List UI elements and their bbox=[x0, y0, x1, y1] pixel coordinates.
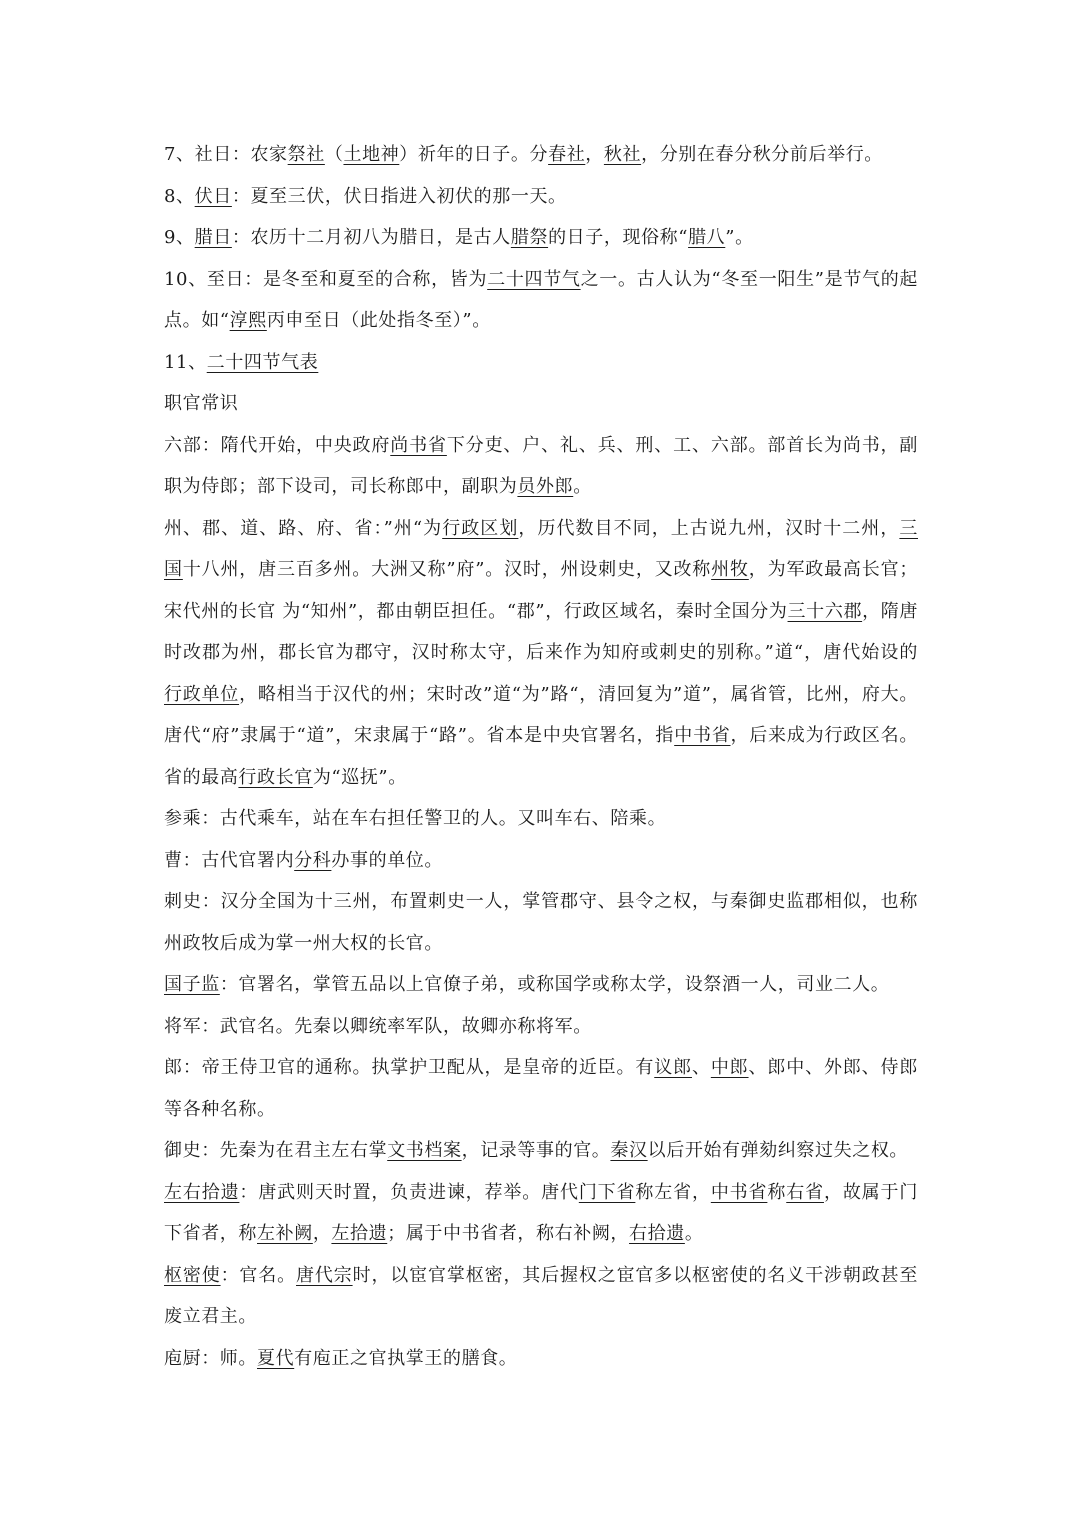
text-segment: ，隋唐时改郡为州，郡长官为郡守，汉时称太守，后来作为知府或刺史的别称。”道“，唐代始设的 bbox=[164, 600, 918, 663]
text-segment: 时，以宦官掌枢密，其后握权之宦官多以枢密使的名义干涉朝政甚至废立君主。 bbox=[164, 1264, 919, 1327]
text-segment: 将军：武官名。先秦以卿统率军队，故卿亦称将军。 bbox=[164, 1015, 592, 1037]
text-segment: 丙申至日（此处指冬至）”。 bbox=[266, 310, 491, 331]
text-segment: ）祈年的日子。分 bbox=[399, 144, 549, 165]
text-segment: 御史：先秦为在君主左右掌 bbox=[164, 1140, 388, 1161]
text-segment: 办事的单位。 bbox=[331, 849, 444, 871]
text-segment: ：农历十二月初八为腊日，是古人 bbox=[231, 227, 511, 248]
text-segment: 、郎中、外郎、侍郎等各种名称。 bbox=[164, 1057, 918, 1120]
underlined-term: 祭社 bbox=[287, 144, 325, 165]
text-segment: ，历代数目不同，上古说九州，汉时十二州， bbox=[518, 517, 900, 539]
underlined-term: 议郎 bbox=[654, 1057, 692, 1078]
paragraph bbox=[164, 840, 918, 882]
text-segment: ：官名。 bbox=[220, 1264, 297, 1286]
text-segment: 刺史：汉分全国为十三州，布置刺史一人，掌管郡守、县令之权，与秦御史监郡相似，也称州政牧后成为掌一州大权的长官。 bbox=[164, 891, 918, 954]
underlined-term: 州牧 bbox=[711, 559, 749, 580]
text-segment: 以后开始有弹劾纠察过失之权。 bbox=[647, 1140, 909, 1161]
text-segment: ， bbox=[585, 144, 604, 165]
paragraph bbox=[164, 383, 918, 425]
underlined-term: 右省 bbox=[786, 1181, 824, 1203]
underlined-term: 右拾遗 bbox=[629, 1223, 685, 1244]
text-segment: 为“巡抚”。 bbox=[312, 766, 407, 788]
underlined-term: 春社 bbox=[548, 144, 586, 165]
underlined-term: 三十六郡 bbox=[787, 600, 863, 622]
paragraph bbox=[164, 798, 918, 840]
text-segment: 之一。古人认为“冬至一阳生”是节气的起点。如“ bbox=[164, 268, 918, 331]
paragraph bbox=[164, 342, 918, 384]
paragraph bbox=[164, 425, 918, 508]
underlined-term: 分科 bbox=[294, 849, 332, 871]
text-segment: ：夏至三伏，伏日指进入初伏的那一天。 bbox=[231, 185, 567, 207]
underlined-term: 伏日 bbox=[194, 185, 232, 207]
paragraph bbox=[164, 881, 918, 964]
underlined-term: 行政单位 bbox=[164, 683, 240, 705]
text-segment: ；属于中书省者，称右补阙， bbox=[387, 1223, 630, 1244]
text-segment: ， bbox=[312, 1223, 332, 1244]
text-segment: 庖厨：师。 bbox=[164, 1347, 257, 1369]
paragraph bbox=[164, 1255, 918, 1338]
text-segment: ，略相当于汉代的州；宋时改”道“为”路“，清回复为”道”，属省管，比州，府大。唐代“府”隶属于“道”，宋隶属于“路”。省本是中央官署名，指 bbox=[164, 683, 919, 746]
paragraph bbox=[164, 217, 918, 259]
paragraph bbox=[164, 508, 918, 799]
text-segment: 10、至日：是冬至和夏至的合称，皆为 bbox=[164, 268, 488, 290]
underlined-term: 唐代宗 bbox=[296, 1264, 353, 1286]
underlined-term: 员外郎 bbox=[517, 476, 574, 497]
paragraph bbox=[164, 176, 918, 218]
underlined-term: 夏代 bbox=[257, 1347, 295, 1369]
text-segment: 7、社日：农家 bbox=[164, 144, 288, 165]
text-segment: 下分吏、户、礼、兵、刑、工、六部。部首长为尚书，副职为侍郎；部下设司，司长称郎中，副职为 bbox=[164, 434, 919, 497]
paragraph bbox=[164, 1130, 918, 1172]
underlined-term: 左补阙 bbox=[257, 1223, 313, 1244]
text-segment: 有庖正之官执掌王的膳食。 bbox=[294, 1347, 518, 1369]
text-segment: ”。 bbox=[725, 227, 754, 248]
underlined-term: 腊祭 bbox=[510, 227, 549, 248]
text-segment: ，后来成为行政区名。省的最高 bbox=[164, 725, 918, 788]
underlined-term: 三国 bbox=[164, 517, 918, 580]
underlined-term: 文书档案 bbox=[387, 1140, 462, 1161]
underlined-term: 中郎 bbox=[710, 1057, 749, 1078]
underlined-term: 淳熙 bbox=[229, 310, 267, 331]
document-body bbox=[164, 134, 918, 1379]
text-segment: ：唐武则天时置，负责进谏，荐举。唐代 bbox=[239, 1181, 579, 1203]
text-segment: ，分别在春分秋分前后举行。 bbox=[641, 144, 883, 165]
underlined-term: 秦汉 bbox=[610, 1140, 648, 1161]
text-segment: 十八州，唐三百多州。大洲又称”府”。汉时，州设刺史，又改称 bbox=[182, 559, 712, 580]
text-segment: 。 bbox=[573, 476, 592, 497]
text-segment: 称 bbox=[767, 1181, 787, 1203]
underlined-term: 秋社 bbox=[603, 144, 642, 165]
underlined-term: 枢密使 bbox=[164, 1264, 221, 1286]
text-segment: 9、 bbox=[164, 227, 195, 248]
paragraph bbox=[164, 1047, 918, 1130]
paragraph bbox=[164, 964, 918, 1006]
underlined-term: 国子监 bbox=[164, 974, 220, 995]
text-segment: 参乘：古代乘车，站在车右担任警卫的人。又叫车右、陪乘。 bbox=[164, 808, 667, 829]
text-segment: 。 bbox=[684, 1223, 704, 1244]
text-segment: 称左省， bbox=[635, 1181, 711, 1203]
text-segment: （ bbox=[324, 144, 344, 165]
text-segment: 州、郡、道、路、府、省：”州“为 bbox=[164, 517, 443, 539]
text-segment: ：官署名，掌管五品以上官僚子弟，或称国学或称太学，设祭酒一人，司业二人。 bbox=[219, 974, 890, 995]
underlined-term: 二十四节气表 bbox=[206, 351, 319, 373]
underlined-term: 左拾遗 bbox=[331, 1223, 388, 1244]
underlined-term: 土地神 bbox=[343, 144, 400, 165]
paragraph bbox=[164, 1338, 918, 1380]
text-segment: ，记录等事的官。 bbox=[461, 1140, 611, 1161]
text-segment: 8、 bbox=[164, 185, 195, 207]
text-segment: 六部：隋代开始，中央政府 bbox=[164, 434, 391, 456]
underlined-term: 腊八 bbox=[688, 227, 726, 248]
paragraph bbox=[164, 259, 918, 342]
text-segment: ，故属于门下省者，称 bbox=[164, 1181, 918, 1244]
underlined-term: 中书省 bbox=[710, 1181, 768, 1203]
text-segment: 11、 bbox=[164, 351, 207, 373]
text-segment: 职官常识 bbox=[164, 393, 239, 414]
underlined-term: 二十四节气 bbox=[487, 268, 581, 290]
text-segment: 的日子，现俗称“ bbox=[548, 227, 689, 248]
text-segment: 曹：古代官署内 bbox=[164, 849, 295, 871]
underlined-term: 门下省 bbox=[578, 1181, 636, 1203]
underlined-term: 行政长官 bbox=[238, 766, 313, 788]
paragraph bbox=[164, 1006, 918, 1048]
underlined-term: 尚书省 bbox=[390, 434, 447, 456]
text-segment: 、 bbox=[691, 1057, 711, 1078]
paragraph bbox=[164, 134, 918, 176]
underlined-term: 中书省 bbox=[674, 725, 731, 746]
paragraph bbox=[164, 1172, 918, 1255]
underlined-term: 行政区划 bbox=[442, 517, 519, 539]
underlined-term: 左右拾遗 bbox=[164, 1181, 240, 1203]
text-segment: ，为军政最高长官；宋代州的长官 为“知州”，都由朝臣担任。“郡”，行政区域名，秦时全国分为 bbox=[164, 559, 918, 622]
underlined-term: 腊日 bbox=[194, 227, 232, 248]
text-segment: 郎：帝王侍卫官的通称。执掌护卫配从，是皇帝的近臣。有 bbox=[164, 1057, 655, 1078]
